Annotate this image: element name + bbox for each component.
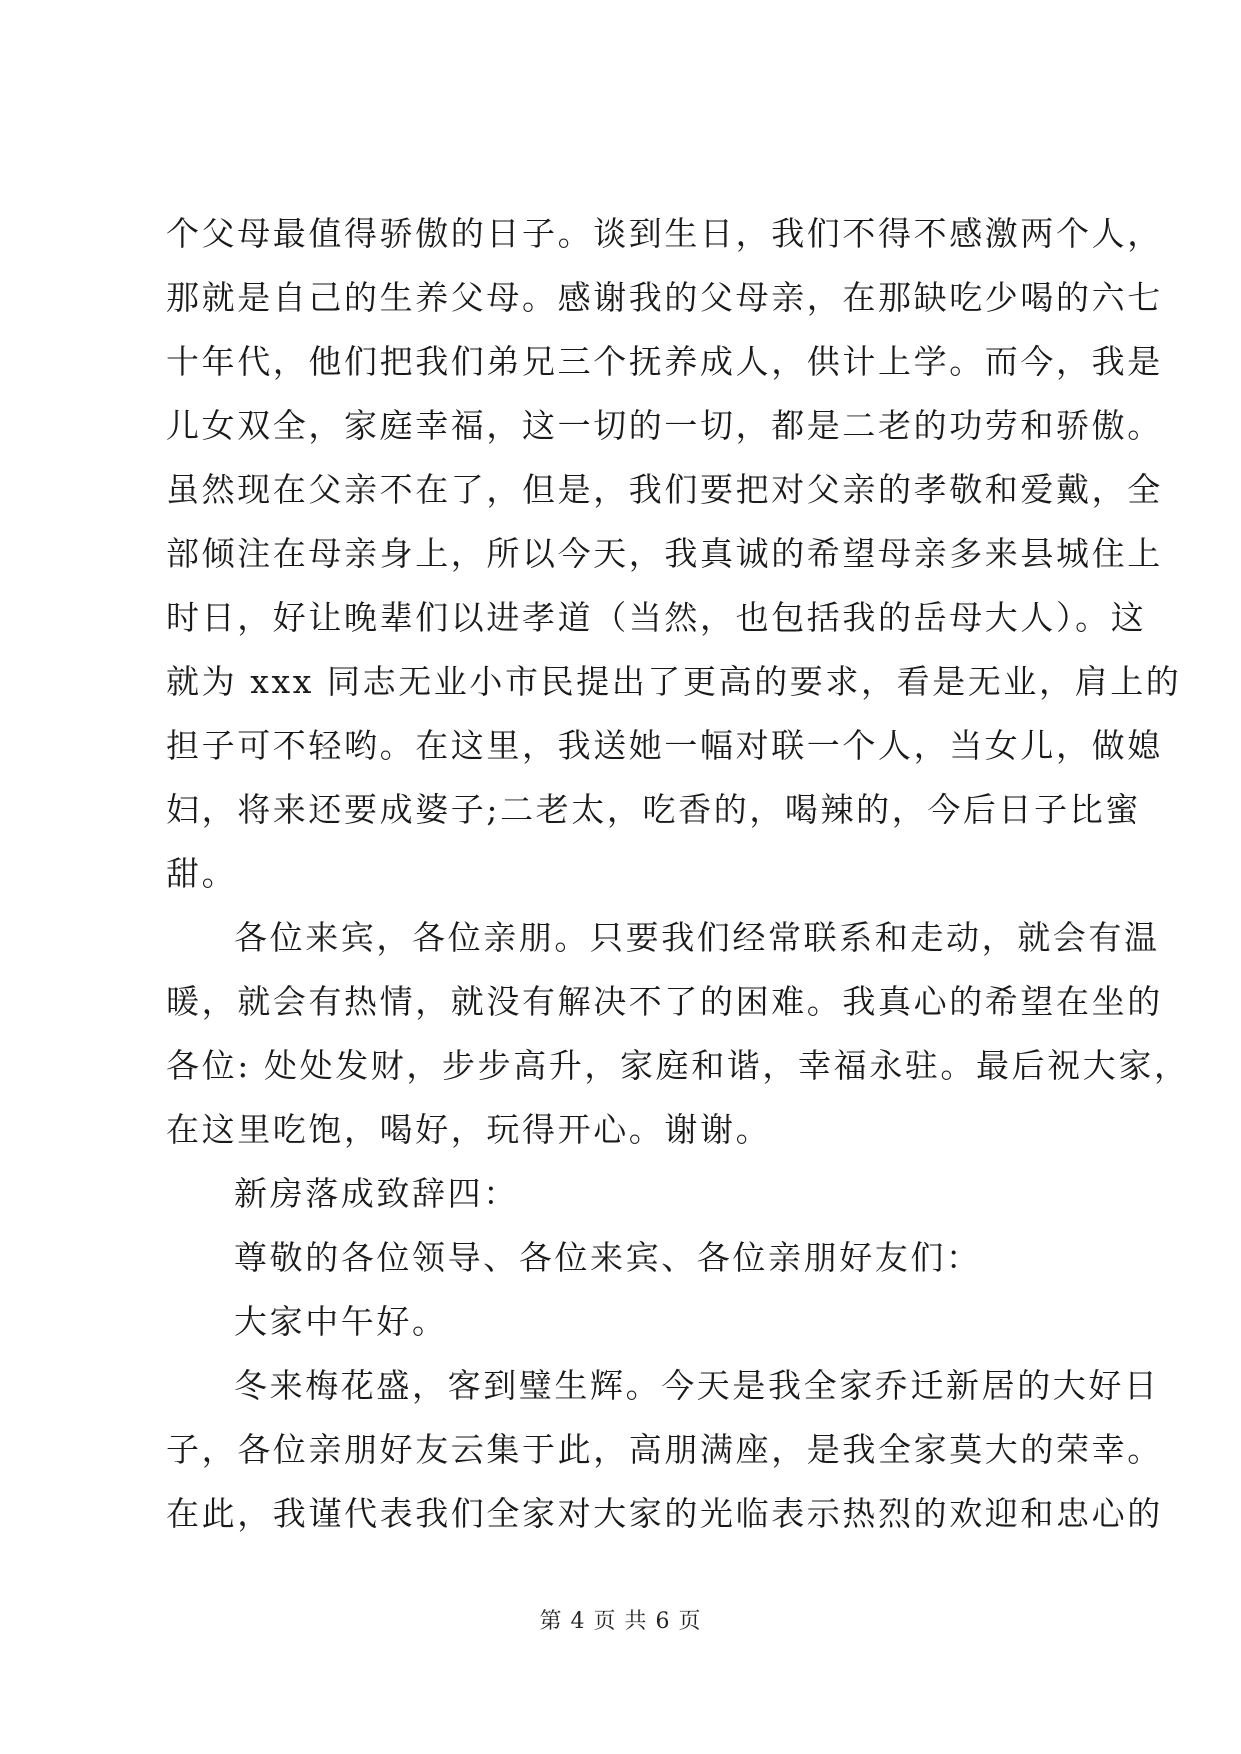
text-line: 就为 xxx 同志无业小市民提出了更高的要求，看是无业，肩上的 <box>166 662 1182 701</box>
text-line: 各位来宾，各位亲朋。只要我们经常联系和走动，就会有温 <box>234 918 1160 957</box>
text-line: 担子可不轻哟。在这里，我送她一幅对联一个人，当女儿，做媳 <box>166 726 1163 765</box>
text-line: 各位: 处处发财，步步高升，家庭和谐，幸福永驻。最后祝大家， <box>166 1046 1190 1085</box>
text-line: 个父母最值得骄傲的日子。谈到生日，我们不得不感激两个人， <box>166 214 1163 253</box>
salutation: 尊敬的各位领导、各位来宾、各位亲朋好友们： <box>234 1238 982 1277</box>
text-line: 暖，就会有热情，就没有解决不了的困难。我真心的希望在坐的 <box>166 982 1163 1021</box>
text-line: 在这里吃饱，喝好，玩得开心。谢谢。 <box>166 1110 772 1149</box>
text-line: 虽然现在父亲不在了，但是，我们要把对父亲的孝敬和爱戴，全 <box>166 470 1163 509</box>
text-line: 甜。 <box>166 854 238 893</box>
text-line: 儿女双全，家庭幸福，这一切的一切，都是二老的功劳和骄傲。 <box>166 406 1163 445</box>
document-body <box>166 202 1190 1546</box>
text-line: 在此，我谨代表我们全家对大家的光临表示热烈的欢迎和忠心的 <box>166 1494 1163 1533</box>
section-heading: 新房落成致辞四： <box>234 1174 519 1213</box>
text-line: 冬来梅花盛，客到璧生辉。今天是我全家乔迁新居的大好日 <box>234 1366 1160 1405</box>
text-line: 妇，将来还要成婆子;二老太，吃香的，喝辣的，今后日子比蜜 <box>166 790 1141 829</box>
greeting: 大家中午好。 <box>234 1302 448 1341</box>
text-line: 时日，好让晚辈们以进孝道（当然，也包括我的岳母大人）。这 <box>166 598 1147 637</box>
page-number-footer: 第 4 页 共 6 页 <box>539 1609 702 1634</box>
text-line: 子，各位亲朋好友云集于此，高朋满座，是我全家莫大的荣幸。 <box>166 1430 1163 1469</box>
text-line: 那就是自己的生养父母。感谢我的父母亲，在那缺吃少喝的六七 <box>166 278 1163 317</box>
text-line: 十年代，他们把我们弟兄三个抚养成人，供计上学。而今，我是 <box>166 342 1163 381</box>
text-line: 部倾注在母亲身上，所以今天，我真诚的希望母亲多来县城住上 <box>166 534 1163 573</box>
